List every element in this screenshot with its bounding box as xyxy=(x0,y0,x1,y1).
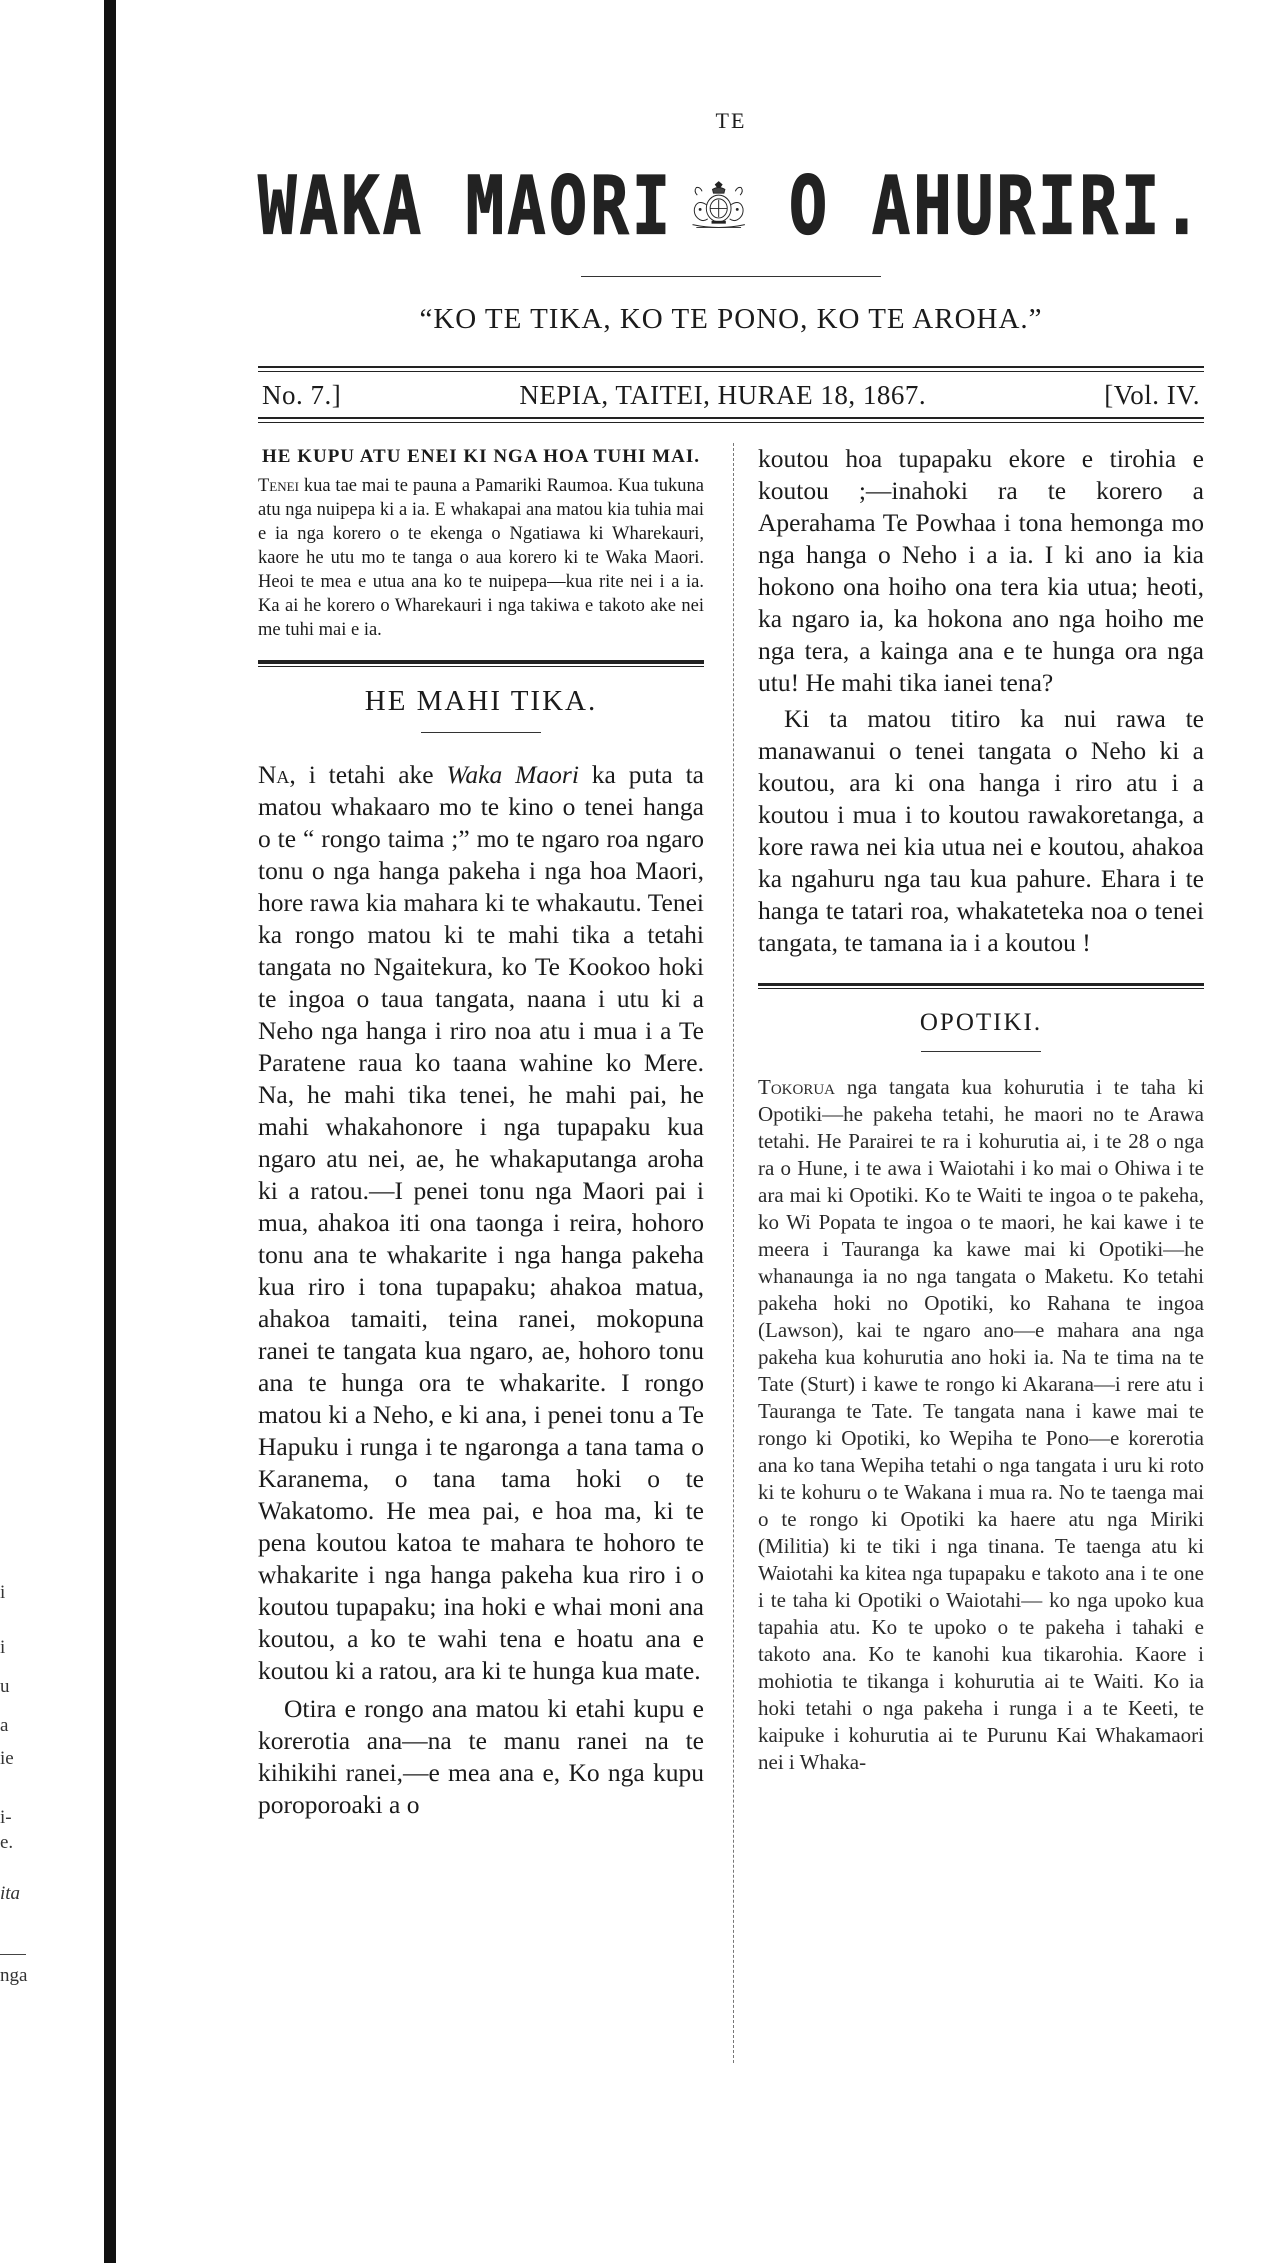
fragment-text: ie xyxy=(0,1748,14,1769)
newspaper-page xyxy=(258,108,1204,1821)
issue-line xyxy=(258,372,1204,417)
section-rule xyxy=(758,983,1204,989)
masthead-title-right: O AHURIRI. xyxy=(788,160,1204,254)
fragment-text: a xyxy=(0,1715,9,1736)
article-text: , i tetahi ake xyxy=(289,760,447,789)
masthead-te: TE xyxy=(715,108,747,133)
article-paragraph: Otira e rongo ana matou ki etahi kupu e korerotia ana—na te manu ranei na te kihikihi ranei,—e mea ana e, Ko nga kupu poroporoaki a o xyxy=(258,1694,704,1819)
fragment-text: ita xyxy=(0,1883,21,1904)
issue-place-date: NEPIA, TAITEI, HURAE 18, 1867. xyxy=(519,380,927,410)
article-continuation xyxy=(758,443,1204,959)
fragment-text: e. xyxy=(0,1832,14,1853)
fragment-rule xyxy=(0,1954,26,1955)
article-text: ka puta ta matou whakaaro mo te kino o tenei hanga o te “ rongo taima ;” mo te ngaro roa ngaro tonu o nga hanga pakeha i nga hoa Maori, hore rawa kia mahara ki te whakautu. Tenei ka rongo matou ki te mahi tika a tetahi tangata no Ngaitekura, ko Te Kookoo hoki te ingoa o taua tangata, naana i utu ki a Neho nga hanga i riro noa atu i mua i a Te Paratene raua ko taana wahine ko Mere. Na, he mahi tika tenei, he mahi pai, he mahi whakahonore i nga tupapaku kua ngaro atu nei, ae, he whakaputanga aroha ki a ratou.—I penei tonu nga Maori pai i mua, ahakoa iti ona taonga i reira, hohoro tonu ana te whakarite i nga hanga pakeha kua riro i tona tupapaku; ahakoa matua, ahakoa tamaiti, teina ranei, mokopuna ranei te tangata kua ngaro, ae, hohoro tonu ana te hunga ora te whakarite. I rongo matou ki a Neho, e ki ana, i penei tonu a Te Hapuku i runga i te ngaronga a tana tama o Karanema, o tana tama hoki o te Wakatomo. He mea pai, e hoa ma, ki te pena koutou katoa te mahara te hohoro te whakarite i nga hanga pakeha kua riro i o koutou tupapaku; ina hoki e whai moni ana koutou, a ko te wahi tena e hoatu ana e koutou ki a ratou, ara ki te hunga kua mate. xyxy=(258,760,704,1685)
article-body xyxy=(258,759,704,1821)
masthead-title-left: WAKA MAORI xyxy=(258,160,674,254)
adjacent-page-fragments xyxy=(0,1580,30,1988)
fragment-text: i- xyxy=(0,1807,12,1828)
article-lead: Na xyxy=(258,760,290,789)
notice-heading: HE KUPU ATU ENEI KI NGA HOA TUHI MAI. xyxy=(262,446,700,467)
fragment-text: i xyxy=(0,1582,6,1603)
issue-volume: [Vol. IV. xyxy=(1104,380,1200,410)
binding-spine xyxy=(104,0,116,2263)
motto-rule xyxy=(581,276,881,277)
fragment-text: u xyxy=(0,1676,10,1697)
opotiki-text: nga tangata kua kohurutia i te taha ki Opotiki—he pakeha tetahi, he maori no te Arawa tetahi. He Parairei te ra i kohurutia ai, i te 28 o nga ra o Hune, i te awa i Waiotahi i ko mai o Ohiwa i te ara mai ki Opotiki. Ko te Waiti te ingoa o te pakeha, ko Wi Popata te ingoa o te maori, he kai kawe i te meera i Tauranga ka kawe mai ki Opotiki—he whanaunga ia no nga tangata o Maketu. Ko tetahi pakeha hoki no Opotiki, ko Rahana te ingoa (Lawson), kai te ngaro ano—e mahara ana nga pakeha kua kohurutia ano hoki ia. Na te tima na te Tate (Sturt) i kawe te rongo ki Akarana—i rere atu i Tauranga te Tate. Te tangata nana i kawe mai te rongo ki Opotiki, ko Wepiha te Pono—e korerotia ana ko tana Wepiha tetahi o nga tangata i uru ki roto ki te kohuru o te Wakana i mua ra. No te taenga mai o te rongo ki Opotiki ka haere atu nga Miriki (Militia) ki te tiki i nga tinana. Te taenga atu ki Waiotahi ka kitea nga tupapaku e takoto ana i te one i te taha ki Opotiki o Waiotahi— ko nga upoko kua tapahia atu. Ko te upoko o te pakeha i tahaki e takoto ana. Ko te kanohi kua tikarohia. Kaore i mohiotia te tikanga i kohurutia ai te Waiti. Ko ia hoki tetahi o nga pakeha i runga i a te Keeti, te kaipuke i kohurutia ai te Purunu Kai Whakamaori nei i Whaka- xyxy=(758,1075,1204,1774)
article-title-rule xyxy=(421,732,541,733)
fragment-text: nga xyxy=(0,1965,28,1986)
article-paragraph: koutou hoa tupapaku ekore e tirohia e koutou ;—inahoki ra te korero a Aperahama Te Powhaa i tona hemonga mo nga hanga o Neho i a ia. I ki ano ia kia hokono ona hoiho ona tera kia utua; heoti, ka ngaro ia, ka hokona ano nga hoiho me nga tera, a kainga ana e te hunga ora nga utu! He mahi tika ianei tena? xyxy=(758,444,1204,697)
column-divider xyxy=(733,443,734,2063)
issue-rule-bottom xyxy=(258,417,1204,423)
article-italic: Waka Maori xyxy=(446,760,579,789)
opotiki-title: OPOTIKI. xyxy=(919,1009,1043,1036)
notice-body xyxy=(258,474,704,642)
motto: “KO TE TIKA, KO TE PONO, KO TE AROHA.” xyxy=(419,303,1043,335)
left-column xyxy=(258,443,704,1821)
fragment-text: i xyxy=(0,1637,6,1658)
article-paragraph: Ki ta matou titiro ka nui rawa te manawanui o tenei tangata o Neho ki a koutou, ara ki ona hanga i riro atu i a koutou i mua i to koutou rawakoretanga, a kore rawa nei kia utua nei e koutou, ahakoa ka ngahuru nga tau kua pahure. Ehara i te hanga te tatari roa, whakateteka noa o tenei tangata, te tamana ia i a koutou ! xyxy=(758,704,1204,957)
opotiki-lead: Tokorua xyxy=(758,1075,835,1099)
notice-lead: Tenei xyxy=(258,476,299,496)
issue-number: No. 7.] xyxy=(262,380,342,410)
opotiki-body xyxy=(758,1074,1204,1776)
section-rule xyxy=(258,660,704,667)
notice-text: kua tae mai te pauna a Pamariki Raumoa. Kua tukuna atu nga nuipepa ki a ia. E whakapai ana matou kia tuhia mai e ia nga korero o te ekenga o Ngatiawa ki Wharekauri, kaore he utu mo te tanga o aua korero ki te Waka Maori. Heoi te mea e utua ana ko te nuipepa—kua rite nei i a ia. Ka ai he korero o Wharekauri i nga takiwa e takoto ake nei me tuhi mai e ia. xyxy=(258,476,704,640)
royal-crest-icon xyxy=(683,152,754,262)
article-title: HE MAHI TIKA. xyxy=(364,685,598,717)
opotiki-paragraph xyxy=(758,1074,1204,1776)
article-paragraph xyxy=(258,759,704,1687)
columns xyxy=(258,443,1204,1821)
opotiki-title-rule xyxy=(921,1051,1041,1052)
masthead-title xyxy=(258,142,1204,272)
right-column xyxy=(758,443,1204,1821)
